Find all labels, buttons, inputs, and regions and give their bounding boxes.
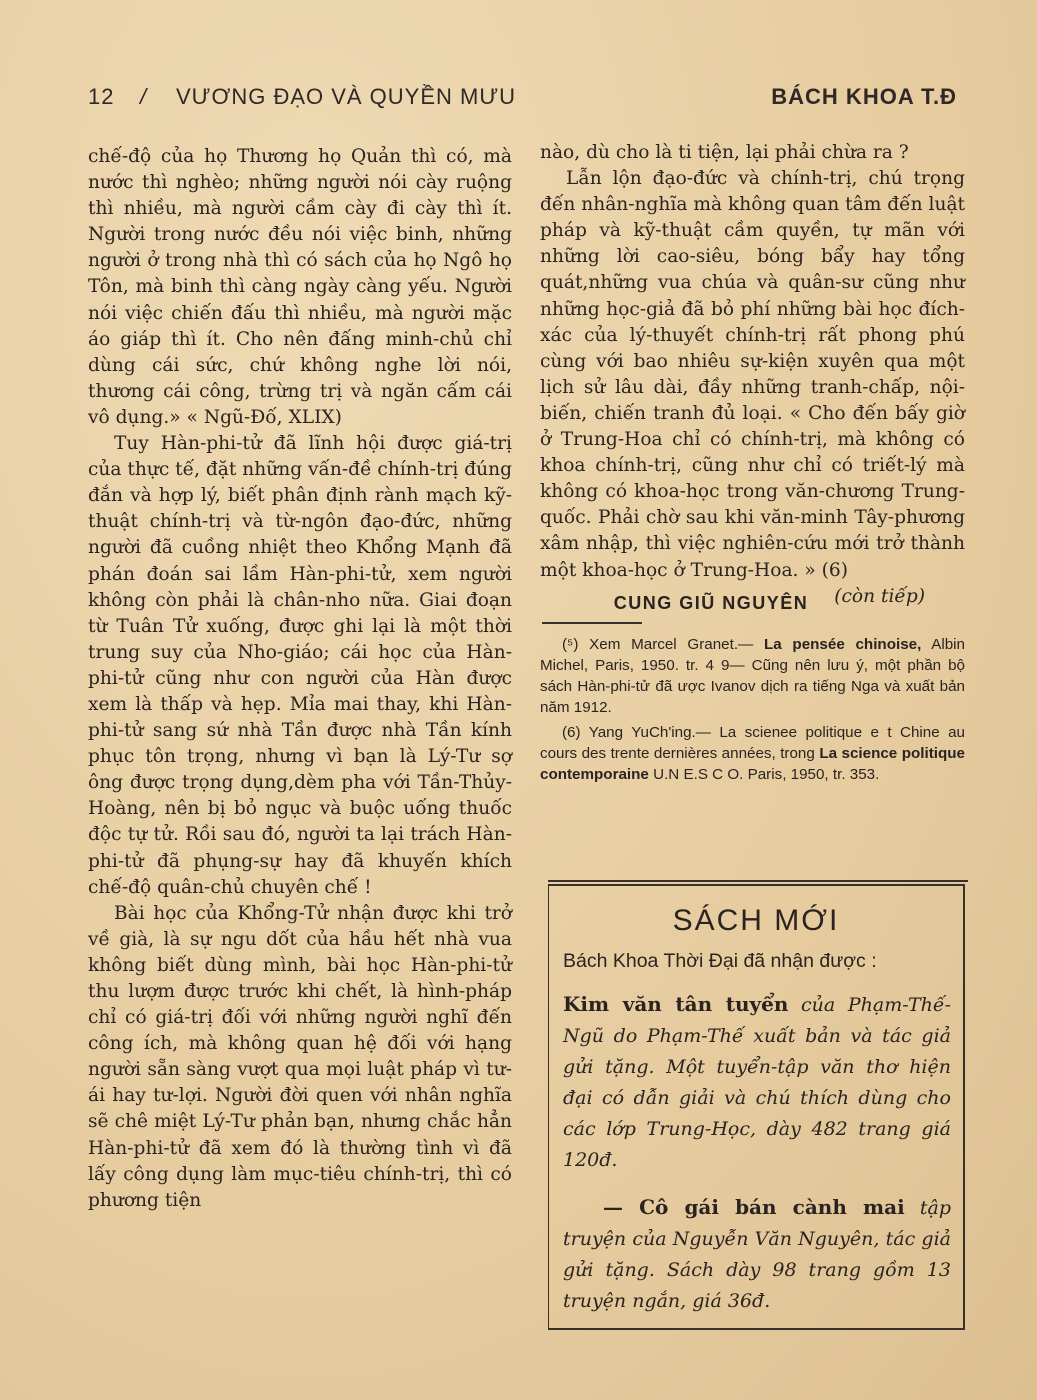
- box-top-rule: [548, 880, 968, 882]
- author-name: CUNG GIŨ NGUYÊN: [613, 592, 809, 613]
- footnote-divider: [542, 622, 642, 624]
- book-description: tập truyện của Nguyễn Văn Nguyên, tác giả gửi tặng. Sách dày 98 trang gồm 13 truyện ngắn, giá 36đ.: [563, 1197, 951, 1312]
- new-books-box: [548, 884, 965, 1330]
- book-entry: [563, 989, 951, 1176]
- paragraph: Tuy Hàn-phi-tử đã lĩnh hội được giá-trị của thực tế, đặt những vấn-đề chính-trị đúng đắn và hợp lý, biết phân định rành mạch kỹ-thuật chính-trị và từ-ngôn đạo-đức, những người đã cuồng nhiệt theo Khổng Mạnh đã phán đoán sai lầm Hàn-phi-tử, xem người không còn phải là chân-nho nữa. Giai đoạn từ Tuân Tử xuống, được ghi lại là một thời trung suy của Nho-giáo; cái học của Hàn-phi-tử cũng như con người của Hàn được xem là thấp và hẹp. Mỉa mai thay, khi Hàn-phi-tử sang sứ nhà Tần được nhà Tần kính phục tôn trọng, nhưng vì bạn là Lý-Tư sợ ông được trọng dụng,dèm pha với Tần-Thủy-Hoàng, nên bị bỏ ngục và buộc uống thuốc độc tự tử. Rồi sau đó, người ta lại trách Hàn-phi-tử đã phụng-sự hay đã khuyến khích chế-độ quân-chủ chuyên chế !: [88, 433, 512, 898]
- footnote-6: [540, 722, 965, 785]
- paragraph: chế-độ của họ Thương họ Quản thì có, mà nước thì nghèo; những người nói cày ruộng thì nhiều, mà người cầm cày đi cày thì ít. Người trong nước đều nói việc binh, những người ở trong nhà thì có sách của họ Ngô họ Tôn, mà binh thì càng ngày càng yếu. Người nói việc chiến đấu thì nhiều, mà người mặc áo giáp thì ít. Cho nên đấng minh-chủ chỉ dùng cái sức, chứ không nghe lời nói, thương cái công, trừng trị và ngăn cấm cái vô dụng.» « Ngũ-Đố, XLIX): [88, 146, 512, 428]
- footnote-text: (⁵) Xem Marcel Granet.—: [562, 635, 764, 653]
- footnote-book-title: La science politique contemporaine: [540, 744, 965, 783]
- page-number: 12: [88, 84, 115, 109]
- book-entry: [563, 1192, 951, 1317]
- header-separator: /: [140, 84, 148, 109]
- footnotes: [540, 634, 965, 785]
- paragraph: Bài học của Khổng-Tử nhận được khi trở về già, là sự ngu dốt của hầu hết nhà vua không biết dùng mình, bài học Hàn-phi-tử thu lượm được trước khi chết, là hình-pháp chỉ có giá-trị đối với những người nghĩ đến công ích, mà không quan hệ đối với hạng người sẵn sàng vượt qua mọi luật pháp vì tư-ái hay tư-lợi. Người đời quen với nhân nghĩa sẽ chê miệt Lý-Tư phản bạn, nhưng chắc hẳn Hàn-phi-tử đã xem đó là thường tình vì đã lấy công dụng làm mục-tiêu chính-trị, thì có phương tiện: [88, 902, 512, 1211]
- footnote-book-title: La pensée chinoise,: [763, 635, 922, 653]
- paragraph: nào, dù cho là ti tiện, lại phải chừa ra ?: [540, 142, 909, 163]
- book-description: của Phạm-Thế-Ngũ do Phạm-Thế xuất bản và tác giả gửi tặng. Một tuyển-tập văn thơ hiện đại có dẫn giải và chú thích dùng cho các lớp Trung-Học, dày 482 trang giá 120đ.: [563, 994, 951, 1171]
- to-be-continued-note: (còn tiếp): [834, 585, 925, 607]
- article-title: VƯƠNG ĐẠO VÀ QUYỀN MƯU: [176, 84, 517, 109]
- left-column: [88, 144, 512, 1214]
- book-title: — Cô gái bán cành mai: [603, 1195, 905, 1219]
- right-column: [540, 140, 965, 789]
- magazine-name: BÁCH KHOA T.Đ: [771, 84, 957, 109]
- footnote-5: [540, 634, 965, 718]
- footnote-text: Albin Michel, Paris, 1950. tr. 4 9— Cũng nên lưu ý, một phần bộ sách Hàn-phi-tử đã ược Ivanov dịch ra tiếng Nga và xuất bản năm 1912.: [540, 635, 965, 716]
- new-books-subheading: Bách Khoa Thời Đại đã nhận được :: [563, 950, 877, 972]
- book-title: Kim văn tân tuyển: [563, 992, 789, 1016]
- footnote-text: (6) Yang YuCh'ing.— La scienee politique e t Chine au cours des trente dernières années, trong: [540, 723, 965, 762]
- new-books-heading: SÁCH MỚI: [672, 904, 840, 937]
- paragraph-text: Lẫn lộn đạo-đức và chính-trị, chú trọng đến nhân-nghĩa mà không quan tâm đến luật pháp và kỹ-thuật cầm quyền, tự mãn với những lời cao-siêu, bóng bẩy hay tổng quát,những vua chúa và quân-sư cũng như những học-giả đã bỏ phí những bài học đích-xác của lý-thuyết chính-trị rất phong phú cùng với bao nhiêu sự-kiện xuyên qua một lịch sử lâu dài, đầy những tranh-chấp, nội-biến, chiến tranh đủ loại. « Cho đến bấy giờ ở Trung-Hoa chỉ có chính-trị, mà không có khoa chính-trị, cũng như chỉ có triết-lý mà không có khoa-học trong văn-chương Trung-quốc. Phải chờ sau khi văn-minh Tây-phương xâm nhập, thì việc nghiên-cứu mới trở thành một khoa-học ở Trung-Hoa. » (6): [540, 168, 965, 581]
- page-header: [88, 84, 957, 118]
- footnote-text: U.N E.S C O. Paris, 1950, tr. 353.: [648, 765, 880, 783]
